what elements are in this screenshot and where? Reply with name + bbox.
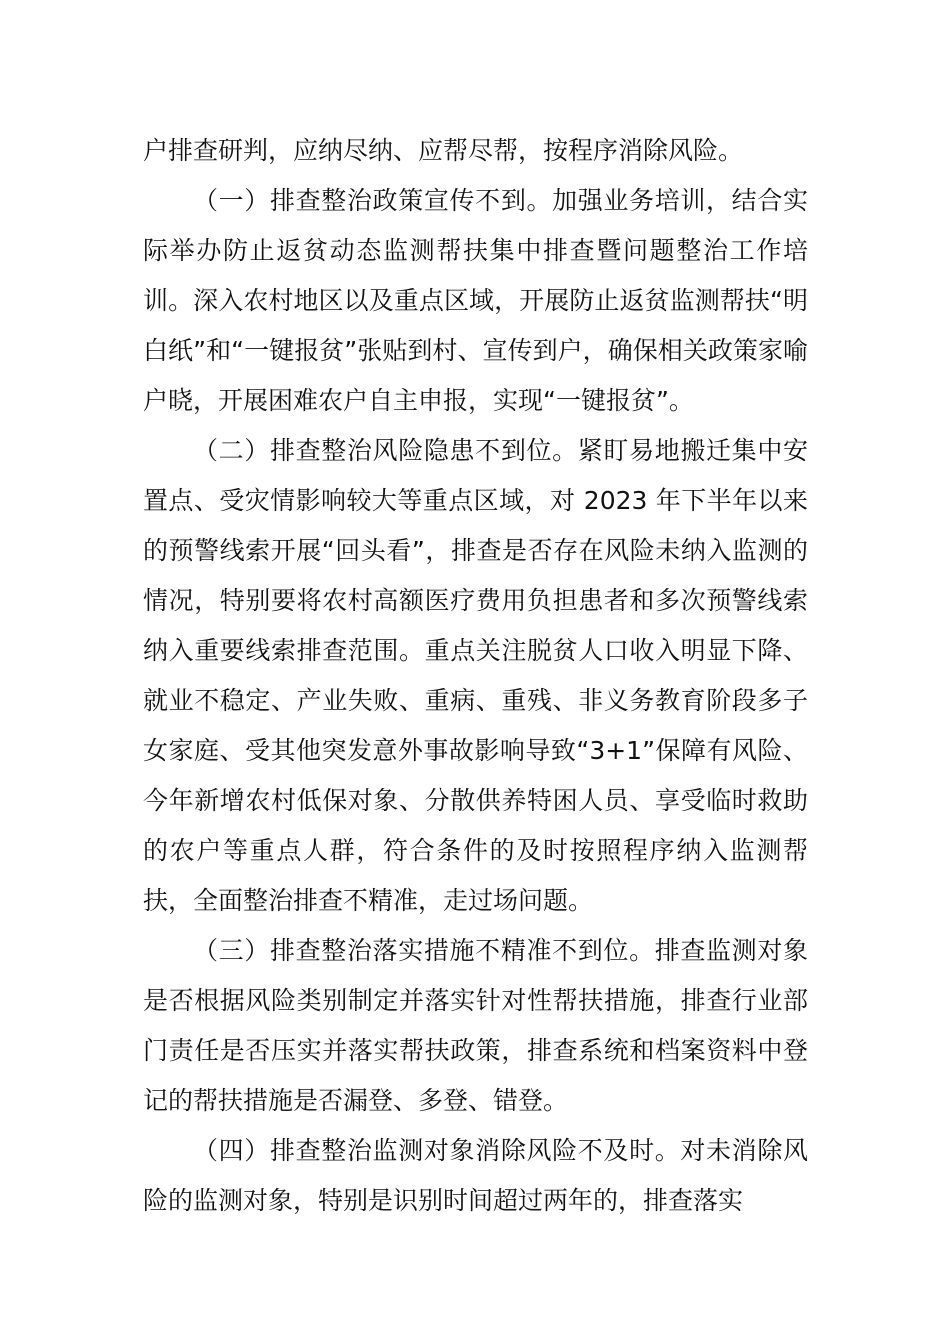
paragraph-section-3: （三）排查整治落实措施不精准不到位。排查监测对象是否根据风险类别制定并落实针对性帮扶措施，排查行业部门责任是否压实并落实帮扶政策，排查系统和档案资料中登记的帮扶措施是否漏登、多登、错登。 <box>143 936 808 1115</box>
paragraph-continuation: 户排查研判，应纳尽纳、应帮尽帮，按程序消除风险。 <box>143 136 744 165</box>
document-body <box>143 126 808 1226</box>
paragraph-section-4: （四）排查整治监测对象消除风险不及时。对未消除风险的监测对象，特别是识别时间超过两年的，排查落实 <box>143 1136 808 1215</box>
paragraph-section-2: （二）排查整治风险隐患不到位。紧盯易地搬迁集中安置点、受灾情影响较大等重点区域，对 2023 年下半年以来的预警线索开展“回头看”，排查是否存在风险未纳入监测的情况，特别要将农村高额医疗费用负担患者和多次预警线索纳入重要线索排查范围。重点关注脱贫人口收入明显下降、就业不稳定、产业失败、重病、重残、非义务教育阶段多子女家庭、受其他突发意外事故影响导致“3+1”保障有风险、今年新增农村低保对象、分散供养特困人员、享受临时救助的农户等重点人群，符合条件的及时按照程序纳入监测帮扶，全面整治排查不精准，走过场问题。 <box>143 436 808 915</box>
paragraph-section-1: （一）排查整治政策宣传不到。加强业务培训，结合实际举办防止返贫动态监测帮扶集中排查暨问题整治工作培训。深入农村地区以及重点区域，开展防止返贫监测帮扶“明白纸”和“一键报贫”张贴到村、宣传到户，确保相关政策家喻户晓，开展困难农户自主申报，实现“一键报贫”。 <box>143 186 808 415</box>
